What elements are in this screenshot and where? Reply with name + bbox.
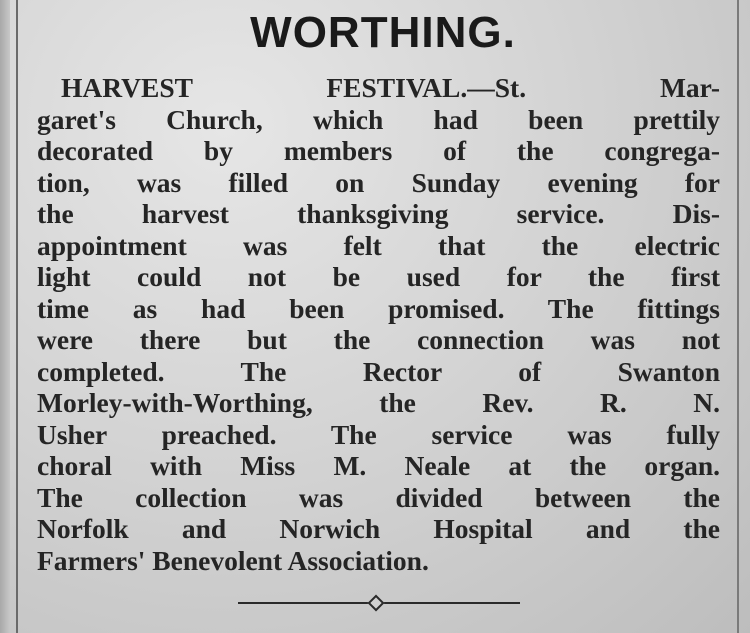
article-line: decorated by members of the congrega- [37, 135, 720, 166]
article-line: HARVEST FESTIVAL.—St. Mar- [61, 72, 720, 103]
article-line: The collection was divided between the [37, 481, 720, 513]
column-rule-right [737, 0, 739, 633]
page-edge [0, 0, 10, 633]
article-line: appointment was felt that the electric [37, 229, 720, 261]
article-line: completed. The Rector of Swanton [37, 355, 720, 387]
article-line: Morley-with-Worthing, the Rev. R. N. [37, 387, 720, 418]
headline: WORTHING. [250, 8, 516, 57]
article-line: choral with Miss M. Neale at the organ. [37, 450, 720, 481]
article-line: Farmers' Benevolent Association. [37, 544, 429, 576]
article-line: Usher preached. The service was fully [37, 418, 720, 450]
article-line: light could not be used for the first [37, 261, 720, 292]
divider-ornament [368, 595, 385, 612]
article-line: were there but the connection was not [37, 324, 720, 355]
article-line: Norfolk and Norwich Hospital and the [37, 513, 720, 544]
article-line: tion, was filled on Sunday evening for [37, 166, 720, 198]
article-body [37, 72, 720, 576]
article-line: the harvest thanksgiving service. Dis- [37, 198, 720, 229]
article-line: garet's Church, which had been prettily [37, 103, 720, 135]
column-rule-left [16, 0, 18, 633]
article-line: time as had been promised. The fittings [37, 292, 720, 324]
